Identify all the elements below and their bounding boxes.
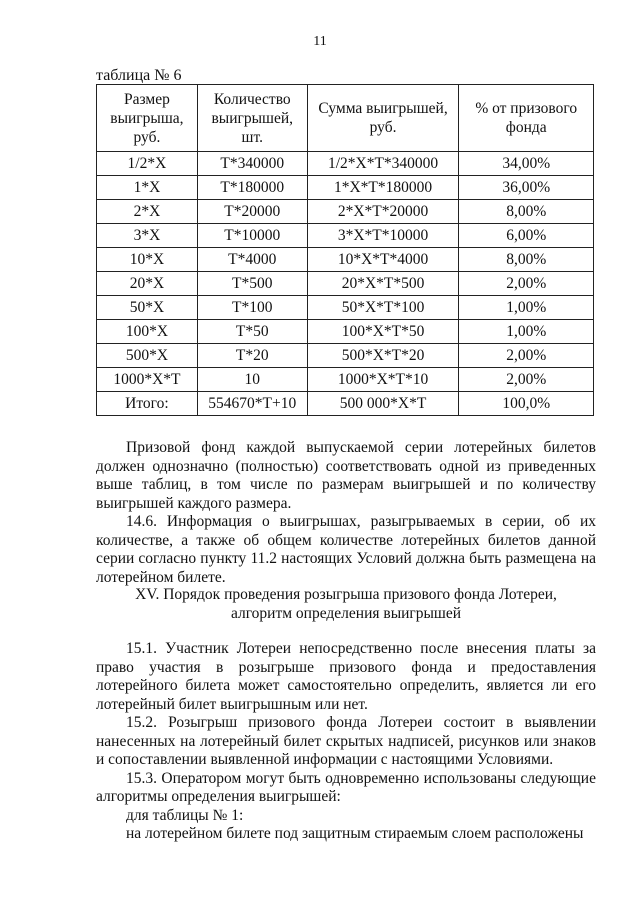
section-heading — [96, 586, 596, 623]
table-row — [97, 224, 594, 248]
cell-total-percent: 100,0% — [459, 392, 594, 416]
cell-prize-size: 50*X — [97, 296, 198, 320]
body-text-top — [96, 439, 596, 587]
paragraph-15-3: 15.3. Оператором могут быть одновременно использованы следующие алгоритмы определения выигрышей: — [96, 769, 596, 805]
cell-prize-count: T*20 — [197, 344, 307, 368]
table-row — [97, 248, 594, 272]
table-row — [97, 152, 594, 176]
section-heading-line2: алгоритм определения выигрышей — [230, 604, 462, 622]
table-row — [97, 272, 594, 296]
cell-prize-count: T*340000 — [197, 152, 307, 176]
cell-prize-count: T*50 — [197, 320, 307, 344]
cell-prize-count: T*4000 — [197, 248, 307, 272]
header-prize-percent: % от призового фонда — [459, 85, 594, 152]
cell-prize-count: T*180000 — [197, 176, 307, 200]
prize-table — [96, 84, 594, 416]
header-prize-size: Размер выигрыша, руб. — [97, 85, 198, 152]
table-row — [97, 176, 594, 200]
header-prize-count: Количество выигрышей, шт. — [197, 85, 307, 152]
cell-prize-size: 10*X — [97, 248, 198, 272]
cell-prize-count: T*100 — [197, 296, 307, 320]
page-number: 11 — [313, 34, 327, 49]
cell-prize-percent: 36,00% — [459, 176, 594, 200]
table-caption: таблица № 6 — [96, 67, 182, 84]
cell-total-label: Итого: — [97, 392, 198, 416]
cell-prize-count: 10 — [197, 368, 307, 392]
cell-prize-sum: 1*X*T*180000 — [307, 176, 459, 200]
table-row — [97, 296, 594, 320]
cell-prize-percent: 6,00% — [459, 224, 594, 248]
table-row — [97, 200, 594, 224]
cell-prize-count: T*20000 — [197, 200, 307, 224]
table-header-row — [97, 85, 594, 152]
paragraph-15-2: 15.2. Розыгрыш призового фонда Лотереи состоит в выявлении нанесенных на лотерейный билет скрытых надписей, рисунков или знаков и сопоставлении выявленной информации с настоящими Условиями. — [96, 714, 596, 768]
cell-prize-sum: 50*X*T*100 — [307, 296, 459, 320]
section-heading-line1: XV. Порядок проведения розыгрыша призового фонда Лотереи, — [135, 586, 557, 603]
header-prize-sum: Сумма выигрышей, руб. — [307, 85, 459, 152]
cell-prize-percent: 1,00% — [459, 296, 594, 320]
cell-total-count: 554670*T+10 — [197, 392, 307, 416]
table-row — [97, 320, 594, 344]
cell-prize-percent: 2,00% — [459, 272, 594, 296]
cell-prize-percent: 8,00% — [459, 248, 594, 272]
paragraph-table-1: для таблицы № 1: — [126, 806, 244, 824]
cell-prize-sum: 10*X*T*4000 — [307, 248, 459, 272]
table-row — [97, 344, 594, 368]
cell-prize-size: 100*X — [97, 320, 198, 344]
cell-prize-count: T*500 — [197, 272, 307, 296]
cell-prize-size: 3*X — [97, 224, 198, 248]
cell-prize-percent: 1,00% — [459, 320, 594, 344]
cell-prize-count: T*10000 — [197, 224, 307, 248]
cell-prize-percent: 8,00% — [459, 200, 594, 224]
cell-prize-size: 2*X — [97, 200, 198, 224]
paragraph-prize-fund: Призовой фонд каждой выпускаемой серии лотерейных билетов должен однозначно (полностью) соответствовать одной из приведенных выше таблиц, в том числе по размерам выигрышей и по количеству выигрышей каждого размера. — [96, 439, 596, 512]
cell-prize-sum: 2*X*T*20000 — [307, 200, 459, 224]
cell-prize-size: 1000*X*T — [97, 368, 198, 392]
cell-prize-size: 20*X — [97, 272, 198, 296]
cell-total-sum: 500 000*X*T — [307, 392, 459, 416]
cell-prize-sum: 20*X*T*500 — [307, 272, 459, 296]
cell-prize-sum: 1000*X*T*10 — [307, 368, 459, 392]
cell-prize-sum: 3*X*T*10000 — [307, 224, 459, 248]
paragraph-ticket: на лотерейном билете под защитным стираемым слоем расположены — [126, 825, 584, 842]
cell-prize-size: 1/2*X — [97, 152, 198, 176]
cell-prize-sum: 100*X*T*50 — [307, 320, 459, 344]
cell-prize-sum: 1/2*X*T*340000 — [307, 152, 459, 176]
paragraph-14-6: 14.6. Информация о выигрышах, разыгрываемых в серии, об их количестве, а также об общем количестве лотерейных билетов данной серии согласно пункту 11.2 настоящих Условий должна быть размещена на лотерейном билете. — [96, 513, 596, 586]
paragraph-15-1: 15.1. Участник Лотереи непосредственно после внесения платы за право участия в розыгрыше призового фонда и предоставления лотерейного билета может самостоятельно определить, является ли его лотерейный билет выигрышным или нет. — [96, 640, 596, 713]
cell-prize-percent: 34,00% — [459, 152, 594, 176]
cell-prize-percent: 2,00% — [459, 344, 594, 368]
cell-prize-size: 500*X — [97, 344, 198, 368]
cell-prize-percent: 2,00% — [459, 368, 594, 392]
table-row — [97, 368, 594, 392]
body-text-bottom — [96, 640, 596, 844]
table-total-row — [97, 392, 594, 416]
cell-prize-size: 1*X — [97, 176, 198, 200]
cell-prize-sum: 500*X*T*20 — [307, 344, 459, 368]
